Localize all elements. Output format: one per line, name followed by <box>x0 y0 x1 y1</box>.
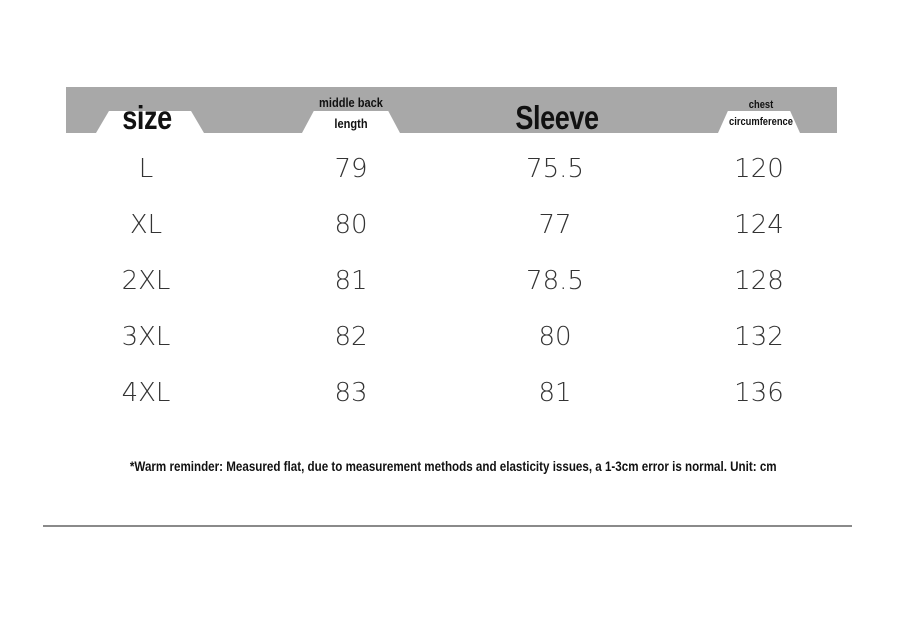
header-middle-back-length <box>290 92 412 134</box>
cell-back: 80 <box>334 210 368 240</box>
cell-chest: 136 <box>734 378 784 408</box>
header-chest-line2: circumference <box>729 116 793 128</box>
cell-size: 4XL <box>121 378 171 408</box>
cell-sleeve: 80 <box>538 322 572 352</box>
cell-back: 81 <box>334 266 368 296</box>
cell-back: 83 <box>334 378 368 408</box>
header-sleeve: Sleeve <box>515 99 599 136</box>
cell-size: XL <box>129 210 163 240</box>
header-chest-circumference <box>706 97 816 131</box>
divider-line <box>43 525 852 527</box>
cell-chest: 128 <box>734 266 784 296</box>
header-middle-back-line2: length <box>334 116 368 131</box>
cell-chest: 120 <box>734 154 784 184</box>
header-chest-line1: chest <box>748 99 774 111</box>
cell-back: 82 <box>334 322 368 352</box>
header-size: size <box>122 99 172 136</box>
cell-size: L <box>138 154 154 184</box>
cell-size: 2XL <box>121 266 171 296</box>
warm-reminder-note: *Warm reminder: Measured flat, due to measurement methods and elasticity issues, a 1-3cm error is normal. Unit: cm <box>129 459 777 474</box>
cell-chest: 132 <box>734 322 784 352</box>
cell-sleeve: 77 <box>538 210 572 240</box>
cell-sleeve: 81 <box>538 378 572 408</box>
cell-sleeve: 75.5 <box>526 154 584 184</box>
header-middle-back-line1: middle back <box>319 95 383 110</box>
cell-back: 79 <box>334 154 368 184</box>
cell-size: 3XL <box>121 322 171 352</box>
cell-sleeve: 78.5 <box>526 266 584 296</box>
cell-chest: 124 <box>734 210 784 240</box>
